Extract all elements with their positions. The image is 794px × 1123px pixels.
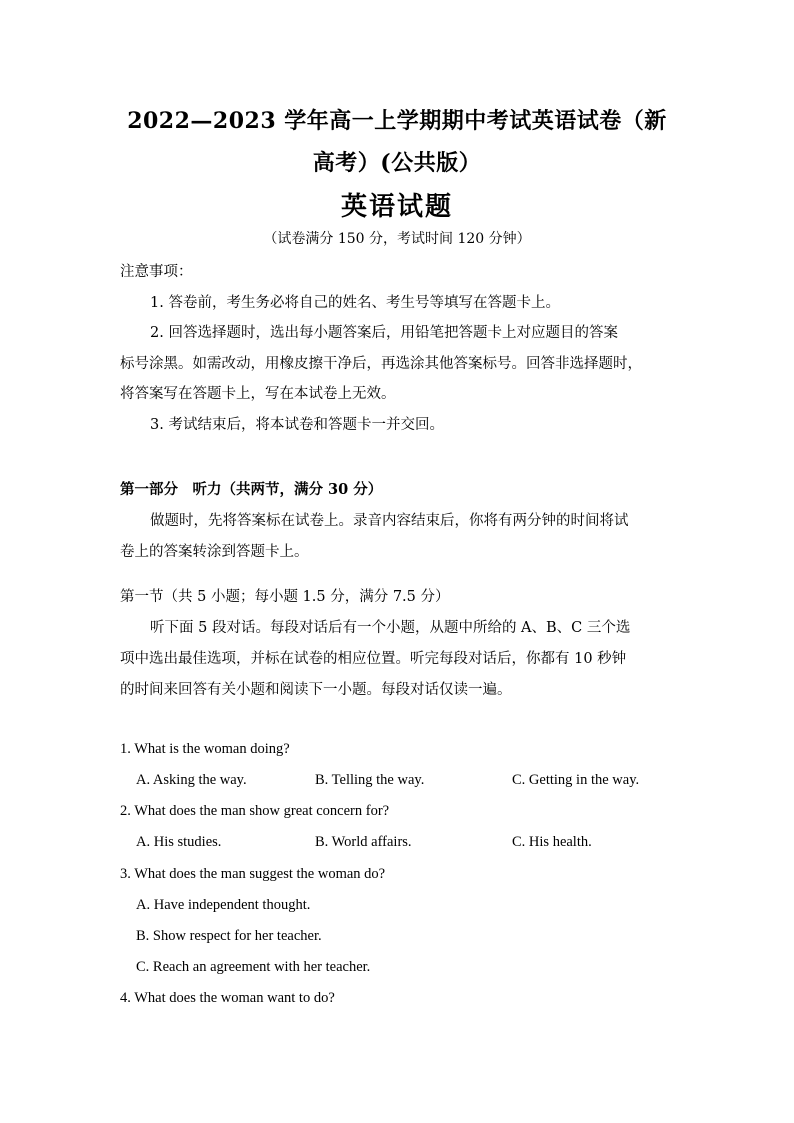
question-3-stem: 3. What does the man suggest the woman do? — [120, 866, 386, 882]
question-2-option-a: A. His studies. — [136, 834, 222, 850]
exam-title-line2: 高考）(公共版） — [312, 150, 482, 176]
section1-text-line1: 听下面 5 段对话。每段对话后有一个小题，从题中所给的 A、B、C 三个选 — [150, 620, 631, 636]
exam-time-info: （试卷满分 150 分，考试时间 120 分钟） — [263, 231, 531, 247]
part1-intro-line1: 做题时，先将答案标在试卷上。录音内容结束后，你将有两分钟的时间将试 — [150, 513, 629, 529]
question-3-option-b: B. Show respect for her teacher. — [136, 928, 322, 944]
section1-text-line2: 项中选出最佳选项，并标在试卷的相应位置。听完每段对话后，你都有 10 秒钟 — [120, 651, 627, 667]
exam-subject-title: 英语试题 — [340, 192, 453, 222]
question-4-stem: 4. What does the woman want to do? — [120, 990, 335, 1006]
part1-intro-line2: 卷上的答案转涂到答题卡上。 — [120, 544, 309, 560]
question-1-option-a: A. Asking the way. — [136, 772, 247, 788]
notes-item-2-line2: 标号涂黑。如需改动，用橡皮擦干净后，再选涂其他答案标号。回答非选择题时， — [120, 356, 642, 372]
question-2-stem: 2. What does the man show great concern for? — [120, 803, 390, 819]
question-2-option-b: B. World affairs. — [315, 834, 412, 850]
notes-item-2-line1: 2. 回答选择题时，选出每小题答案后，用铅笔把答题卡上对应题目的答案 — [150, 325, 618, 341]
exam-title-line1: 2022—2023 学年高一上学期期中考试英语试卷（新 — [127, 108, 667, 134]
question-1-option-c: C. Getting in the way. — [512, 772, 640, 788]
question-1-stem: 1. What is the woman doing? — [120, 741, 290, 757]
part1-heading: 第一部分 听力（共两节，满分 30 分） — [120, 481, 383, 498]
notes-heading: 注意事项： — [120, 264, 193, 280]
question-1-option-b: B. Telling the way. — [315, 772, 425, 788]
question-3-option-c: C. Reach an agreement with her teacher. — [136, 959, 371, 975]
section1-text-line3: 的时间来回答有关小题和阅读下一小题。每段对话仅读一遍。 — [120, 682, 512, 698]
notes-item-3: 3. 考试结束后，将本试卷和答题卡一并交回。 — [150, 417, 444, 433]
question-2-option-c: C. His health. — [512, 834, 592, 850]
section1-heading: 第一节（共 5 小题；每小题 1.5 分，满分 7.5 分） — [120, 589, 450, 605]
notes-item-1: 1. 答卷前，考生务必将自己的姓名、考生号等填写在答题卡上。 — [150, 295, 560, 311]
question-3-option-a: A. Have independent thought. — [136, 897, 311, 913]
notes-item-2-line3: 将答案写在答题卡上，写在本试卷上无效。 — [120, 386, 396, 402]
